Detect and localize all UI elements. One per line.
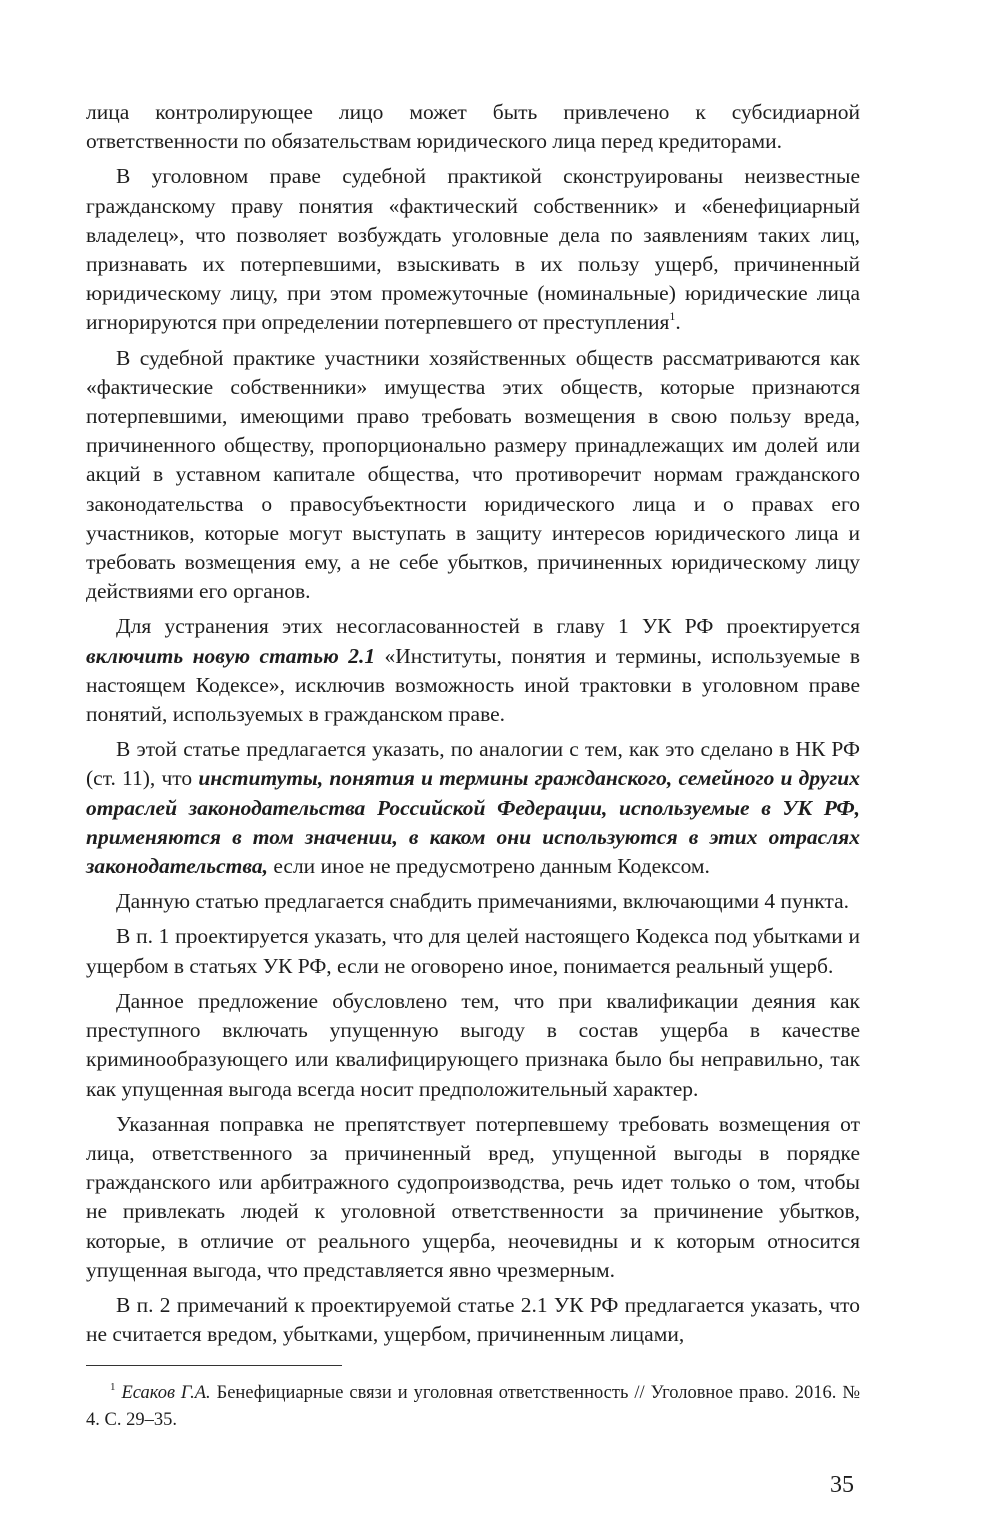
paragraph-4-after: «Институты, понятия и термины, используемые в настоящем Кодексе», исключив возможность иной трактовки в уголовном праве понятий, используемых в гражданском праве. xyxy=(86,643,860,727)
paragraph-1: лица контролирующее лицо может быть привлечено к субсидиарной ответственности по обязательствам юридического лица перед кредиторами. xyxy=(86,100,860,154)
paragraph-3-text: В судебной практике участники хозяйственных обществ рассматриваются как «фактические собственники» имущества этих обществ, которые признаются потерпевшими, имеющими право требовать возмещения в свою пользу вреда, причиненного обществу, пропорционально размеру принадлежащих им долей или акций в уставном капитале общества, что противоречит нормам гражданского законодательства о правосубъектности юридического лица и о правах его участников, которые могут выступать в защиту интересов юридического лица и требовать возмещения ему, а не себе убытков, причиненных юридическому лицу действиями его органов. xyxy=(86,345,860,604)
paragraph-9 xyxy=(86,1110,860,1285)
paragraph-2-text: В уголовном праве судебной практикой сконструированы неизвестные гражданскому праву понятия «фактический собственник» и «бенефициарный владелец», что позволяет возбуждать уголовные дела по заявлениям таких лиц, признавать их потерпевшими, взыскивать в их пользу ущерб, причиненный юридическому лицу, при этом промежуточные (номинальные) юридические лица игнорируются при определении потерпевшего от преступления xyxy=(86,164,860,335)
paragraph-2-end: . xyxy=(675,310,681,335)
footnote-mark: 1 xyxy=(110,1381,116,1393)
paragraph-10-text: В п. 2 примечаний к проектируемой статье 2.1 УК РФ предлагается указать, что не считается вредом, убытками, ущербом, причиненным лицами, xyxy=(86,1292,860,1347)
footnote-author: Есаков Г.А. xyxy=(121,1383,211,1403)
paragraph-5-after: если иное не предусмотрено данным Кодексом. xyxy=(267,854,710,879)
paragraph-2 xyxy=(86,162,860,337)
paragraph-6 xyxy=(86,887,860,916)
paragraph-7-text: В п. 1 проектируется указать, что для целей настоящего Кодекса под убытками и ущербом в статьях УК РФ, если не оговорено иное, понимается реальный ущерб. xyxy=(86,924,860,978)
footnote-divider xyxy=(86,1365,342,1366)
paragraph-5-before: В этой статье предлагается указать, по аналогии с тем, как это сделано в НК РФ (ст. 11), что xyxy=(86,737,860,791)
main-text xyxy=(86,98,860,1349)
paragraph-5 xyxy=(86,735,860,881)
footnote xyxy=(86,1380,860,1434)
paragraph-7 xyxy=(86,922,860,980)
footnote-reference[interactable]: 1 xyxy=(669,309,676,324)
paragraph-6-text: Данную статью предлагается снабдить примечаниями, включающими 4 пункта. xyxy=(116,889,849,914)
paragraph-4-before: Для устранения этих несогласованностей в главу 1 УК РФ проектируется xyxy=(116,614,860,639)
paragraph-9-text: Указанная поправка не препятствует потерпевшему требовать возмещения от лица, ответственного за причиненный вред, упущенной выгоды в порядке гражданского или арбитражного судопроизводства, речь идет только о том, чтобы не привлекать людей к уголовной ответственности за причинение убытков, которые, в отличие от реального ущерба, неочевидны и к которым относится упущенная выгода, что представляется явно чрезмерным. xyxy=(86,1111,860,1282)
paragraph-4 xyxy=(86,612,860,729)
paragraph-8 xyxy=(86,987,860,1104)
footnote-text: Бенефициарные связи и уголовная ответственность // Уголовное право. 2016. № 4. С. 29–35. xyxy=(86,1383,861,1430)
paragraph-4-emphasis: включить новую статью 2.1 xyxy=(86,643,376,668)
paragraph-5-emphasis: институты, понятия и термины гражданского, семейного и других отраслей законодательства Российской Федерации, используемые в УК РФ, применяются в том значении, в каком они используются в этих отраслях законодательства, xyxy=(86,766,860,879)
paragraph-8-text: Данное предложение обусловлено тем, что при квалификации деяния как преступного включать упущенную выгоду в состав ущерба в качестве криминообразующего или квалифицирующего признака было бы неправильно, так как упущенная выгода всегда носит предположительный характер. xyxy=(86,988,860,1101)
page-number: 35 xyxy=(830,1472,854,1498)
paragraph-10 xyxy=(86,1291,860,1349)
paragraph-3 xyxy=(86,344,860,607)
